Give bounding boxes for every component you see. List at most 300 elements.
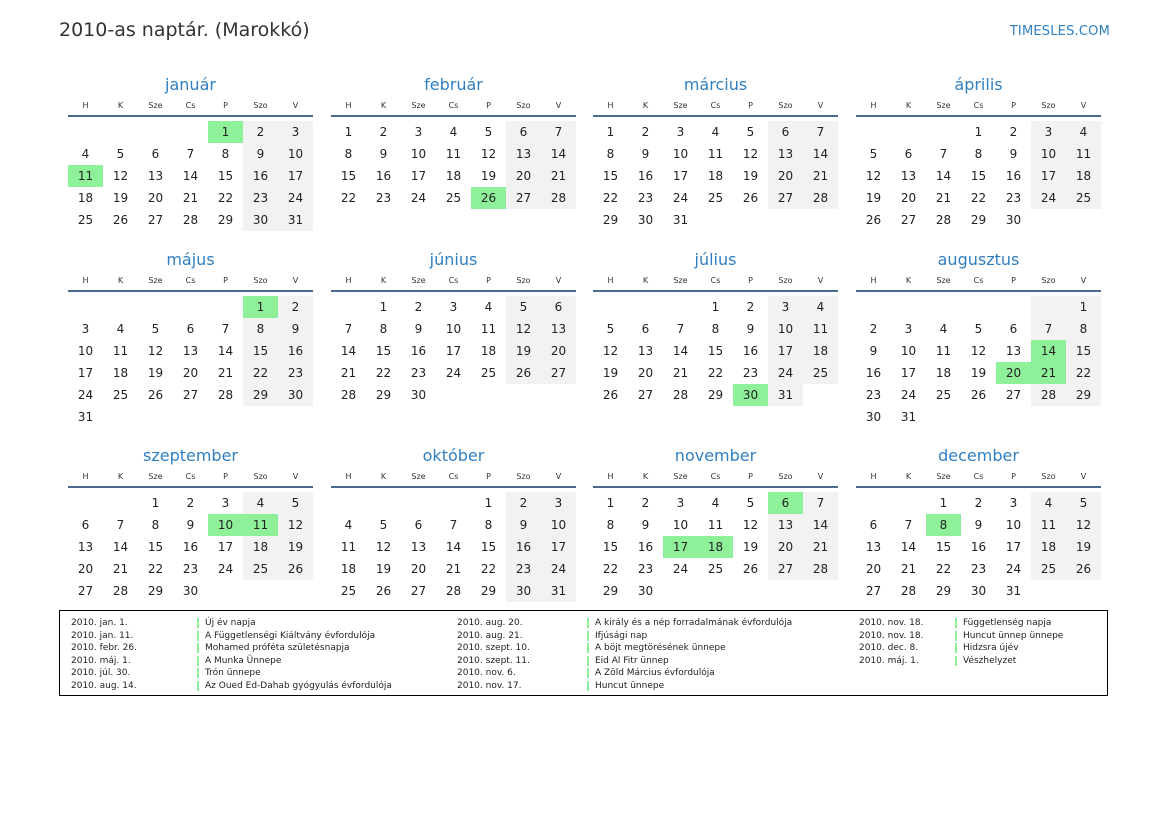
day-cell: 23 (637, 562, 654, 576)
empty-cell (1066, 580, 1101, 602)
day-cell: 1 (344, 125, 353, 139)
empty-cell (733, 580, 768, 602)
day-cell: 25 (340, 584, 357, 598)
holiday-date: 2010. febr. 26. (71, 643, 137, 654)
day-cell: 21 (182, 191, 199, 205)
empty-cell (803, 384, 838, 406)
weekday-label: V (817, 101, 824, 110)
weekday-label: P (1011, 472, 1016, 481)
month-name: május (166, 250, 215, 269)
day-cell: 9 (243, 143, 278, 165)
weekday-header (68, 272, 313, 290)
empty-cell (996, 296, 1031, 318)
day-cell: 7 (939, 147, 948, 161)
weekday-label: Szo (1041, 276, 1056, 285)
weekday-label: Szo (253, 276, 268, 285)
day-cell: 13 (541, 318, 576, 340)
day-cell: 28 (217, 388, 234, 402)
day-cell: 6 (414, 518, 423, 532)
holiday-name: Függetlenség napja (963, 618, 1052, 628)
day-cell: 3 (541, 492, 576, 514)
day-cell: 8 (1066, 318, 1101, 340)
day-cell: 12 (506, 318, 541, 340)
weekday-label: Szo (253, 101, 268, 110)
week-row (593, 580, 838, 602)
week-row (331, 514, 576, 536)
legend-item (457, 630, 792, 643)
day-cell: 29 (602, 213, 619, 227)
day-cell: 4 (711, 496, 720, 510)
day-cell: 25 (243, 558, 278, 580)
header-rule (856, 486, 1101, 488)
week-row (68, 340, 313, 362)
weekday-label: V (292, 472, 299, 481)
legend-item (71, 630, 392, 643)
day-cell: 26 (506, 362, 541, 384)
holiday-name: Eid Al Fitr ünnep (595, 655, 669, 666)
holiday-name: A Függetlenségi Kiáltvány évfordulója (205, 630, 376, 641)
empty-cell (173, 296, 208, 318)
day-cell: 11 (243, 514, 278, 536)
week-row (856, 318, 1101, 340)
day-cell: 19 (147, 366, 164, 380)
week-row (593, 121, 838, 143)
day-cell: 6 (904, 147, 913, 161)
holiday-marker (197, 631, 199, 641)
week-row (331, 362, 576, 384)
holiday-marker (587, 656, 589, 666)
day-cell: 8 (151, 518, 160, 532)
day-cell: 16 (182, 540, 199, 554)
weekday-label: H (345, 276, 352, 285)
day-cell: 18 (480, 344, 497, 358)
weekday-label: P (223, 276, 228, 285)
day-cell: 28 (900, 584, 917, 598)
day-cell: 2 (379, 125, 388, 139)
weekday-label: Cs (448, 472, 459, 481)
weekday-label: Szo (1041, 472, 1056, 481)
day-cell: 13 (865, 540, 882, 554)
day-cell: 22 (935, 562, 952, 576)
day-cell: 17 (541, 536, 576, 558)
day-cell: 23 (970, 562, 987, 576)
day-cell: 23 (742, 366, 759, 380)
day-cell: 18 (935, 366, 952, 380)
day-cell: 31 (77, 410, 94, 424)
legend-item (71, 642, 392, 655)
weekday-label: K (380, 472, 387, 481)
day-cell: 22 (602, 191, 619, 205)
day-cell: 6 (768, 492, 803, 514)
day-cell: 7 (344, 322, 353, 336)
empty-cell (541, 384, 576, 406)
day-cell: 5 (484, 125, 493, 139)
day-cell: 2 (641, 125, 650, 139)
day-cell: 12 (1066, 514, 1101, 536)
week-row (856, 536, 1101, 558)
legend-column (457, 617, 792, 693)
day-cell: 13 (768, 143, 803, 165)
week-row (593, 296, 838, 318)
month-name: április (954, 75, 1003, 94)
week-row (68, 384, 313, 406)
weekday-label: Cs (710, 101, 721, 110)
day-cell: 5 (116, 147, 125, 161)
day-cell: 25 (445, 191, 462, 205)
weekday-label: Cs (448, 276, 459, 285)
weekday-header (68, 468, 313, 486)
day-cell: 1 (939, 496, 948, 510)
holiday-marker (955, 643, 957, 653)
holiday-marker (197, 643, 199, 653)
weekday-header (331, 468, 576, 486)
day-cell: 5 (151, 322, 160, 336)
holiday-marker (197, 656, 199, 666)
header-rule (331, 115, 576, 117)
weekday-label: Cs (710, 276, 721, 285)
day-cell: 13 (1005, 344, 1022, 358)
holiday-marker (197, 668, 199, 678)
empty-cell (278, 580, 313, 602)
day-cell: 13 (768, 514, 803, 536)
day-cell: 14 (935, 169, 952, 183)
day-cell: 23 (1005, 191, 1022, 205)
weekday-label: Cs (973, 276, 984, 285)
day-cell: 27 (147, 213, 164, 227)
day-cell: 3 (1031, 121, 1066, 143)
empty-cell (1066, 209, 1101, 231)
day-cell: 18 (243, 536, 278, 558)
day-cell: 22 (243, 362, 278, 384)
day-cell: 26 (147, 388, 164, 402)
day-cell: 4 (803, 296, 838, 318)
month-name: július (694, 250, 737, 269)
day-cell: 8 (606, 518, 615, 532)
day-cell: 8 (243, 318, 278, 340)
day-cell: 7 (221, 322, 230, 336)
month-10 (593, 444, 838, 602)
day-cell: 11 (340, 540, 357, 554)
day-cell: 30 (970, 584, 987, 598)
holiday-date: 2010. aug. 20. (457, 618, 523, 628)
day-cell: 24 (77, 388, 94, 402)
weekday-label: P (1011, 276, 1016, 285)
day-cell: 17 (900, 366, 917, 380)
weekday-label: Sze (936, 472, 951, 481)
day-cell: 6 (1009, 322, 1018, 336)
weekday-label: H (607, 276, 614, 285)
day-cell: 2 (746, 300, 755, 314)
day-cell: 12 (480, 147, 497, 161)
day-cell: 20 (147, 191, 164, 205)
day-cell: 2 (974, 496, 983, 510)
empty-cell (698, 580, 733, 602)
weekday-header (331, 272, 576, 290)
day-cell: 17 (410, 169, 427, 183)
day-cell: 25 (935, 388, 952, 402)
empty-cell (103, 121, 138, 143)
day-cell: 17 (663, 536, 698, 558)
day-cell: 17 (217, 540, 234, 554)
day-cell: 11 (445, 147, 462, 161)
day-cell: 3 (81, 322, 90, 336)
empty-cell (1031, 209, 1066, 231)
day-cell: 27 (77, 584, 94, 598)
weekday-label: H (82, 472, 89, 481)
day-cell: 16 (637, 540, 654, 554)
header-rule (331, 290, 576, 292)
day-cell: 19 (506, 340, 541, 362)
weekday-label: H (870, 276, 877, 285)
empty-cell (768, 580, 803, 602)
empty-cell (68, 492, 103, 514)
legend-item (859, 617, 1063, 630)
weekday-header (331, 97, 576, 115)
month-name: november (674, 446, 757, 465)
day-cell: 18 (112, 366, 129, 380)
weekday-label: K (380, 101, 387, 110)
week-row (331, 318, 576, 340)
header-rule (856, 290, 1101, 292)
empty-cell (733, 209, 768, 231)
day-cell: 30 (243, 209, 278, 231)
day-cell: 2 (641, 496, 650, 510)
empty-cell (68, 121, 103, 143)
weekday-label: Sze (411, 101, 426, 110)
day-cell: 26 (1066, 558, 1101, 580)
day-cell: 22 (707, 366, 724, 380)
day-cell: 11 (68, 165, 103, 187)
day-cell: 3 (1009, 496, 1018, 510)
day-cell: 23 (243, 187, 278, 209)
day-cell: 20 (541, 340, 576, 362)
day-cell: 30 (182, 584, 199, 598)
weekday-label: K (117, 276, 124, 285)
weekday-label: K (642, 472, 649, 481)
month-0 (68, 73, 313, 231)
day-cell: 24 (278, 187, 313, 209)
day-cell: 20 (637, 366, 654, 380)
day-cell: 12 (742, 518, 759, 532)
legend-item (859, 630, 1063, 643)
day-cell: 20 (768, 536, 803, 558)
day-cell: 30 (278, 384, 313, 406)
week-row (856, 121, 1101, 143)
empty-cell (173, 121, 208, 143)
day-cell: 28 (445, 584, 462, 598)
day-cell: 9 (974, 518, 983, 532)
day-cell: 16 (637, 169, 654, 183)
day-cell: 24 (217, 562, 234, 576)
day-cell: 19 (375, 562, 392, 576)
day-cell: 26 (375, 584, 392, 598)
day-cell: 28 (935, 213, 952, 227)
day-cell: 1 (484, 496, 493, 510)
day-cell: 7 (186, 147, 195, 161)
day-cell: 22 (340, 191, 357, 205)
weekday-label: K (117, 101, 124, 110)
day-cell: 21 (672, 366, 689, 380)
day-cell: 30 (865, 410, 882, 424)
day-cell: 26 (742, 191, 759, 205)
weekday-label: V (292, 101, 299, 110)
day-cell: 22 (375, 366, 392, 380)
day-cell: 27 (900, 213, 917, 227)
day-cell: 3 (449, 300, 458, 314)
day-cell: 29 (1066, 384, 1101, 406)
week-row (68, 558, 313, 580)
empty-cell (173, 406, 208, 428)
day-cell: 6 (869, 518, 878, 532)
header-rule (331, 486, 576, 488)
weekday-label: V (1080, 276, 1087, 285)
day-cell: 25 (112, 388, 129, 402)
month-1 (331, 73, 576, 209)
day-cell: 19 (742, 169, 759, 183)
week-row (331, 580, 576, 602)
empty-cell (856, 121, 891, 143)
day-cell: 31 (278, 209, 313, 231)
day-cell: 21 (112, 562, 129, 576)
header-rule (68, 115, 313, 117)
day-cell: 18 (445, 169, 462, 183)
day-cell: 26 (602, 388, 619, 402)
day-cell: 22 (602, 562, 619, 576)
empty-cell (1066, 406, 1101, 428)
day-cell: 21 (217, 366, 234, 380)
day-cell: 30 (733, 384, 768, 406)
legend-item (457, 667, 792, 680)
day-cell: 19 (865, 191, 882, 205)
day-cell: 17 (1005, 540, 1022, 554)
day-cell: 28 (340, 388, 357, 402)
empty-cell (506, 384, 541, 406)
day-cell: 4 (939, 322, 948, 336)
day-cell: 8 (344, 147, 353, 161)
day-cell: 13 (182, 344, 199, 358)
day-cell: 1 (243, 296, 278, 318)
day-cell: 9 (869, 344, 878, 358)
day-cell: 24 (541, 558, 576, 580)
day-cell: 20 (900, 191, 917, 205)
day-cell: 10 (768, 318, 803, 340)
weekday-label: K (117, 472, 124, 481)
day-cell: 23 (865, 388, 882, 402)
day-cell: 16 (865, 366, 882, 380)
day-cell: 14 (182, 169, 199, 183)
week-row (331, 558, 576, 580)
day-cell: 25 (1066, 187, 1101, 209)
month-6 (593, 248, 838, 406)
day-cell: 15 (480, 540, 497, 554)
day-cell: 26 (742, 562, 759, 576)
empty-cell (1031, 580, 1066, 602)
day-cell: 6 (506, 121, 541, 143)
weekday-header (593, 97, 838, 115)
day-cell: 29 (217, 213, 234, 227)
legend-item (457, 655, 792, 668)
day-cell: 7 (904, 518, 913, 532)
month-8 (68, 444, 313, 602)
day-cell: 22 (1066, 362, 1101, 384)
day-cell: 4 (449, 125, 458, 139)
day-cell: 4 (243, 492, 278, 514)
week-row (68, 406, 313, 428)
weekday-label: Sze (673, 472, 688, 481)
day-cell: 10 (445, 322, 462, 336)
day-cell: 15 (375, 344, 392, 358)
week-row (68, 580, 313, 602)
week-row (68, 165, 313, 187)
weekday-label: H (82, 101, 89, 110)
weekday-label: V (292, 276, 299, 285)
week-row (331, 143, 576, 165)
day-cell: 3 (904, 322, 913, 336)
week-row (856, 340, 1101, 362)
week-row (593, 187, 838, 209)
day-cell: 10 (278, 143, 313, 165)
day-cell: 2 (243, 121, 278, 143)
day-cell: 14 (803, 514, 838, 536)
weekday-header (593, 272, 838, 290)
day-cell: 31 (900, 410, 917, 424)
legend-item (71, 655, 392, 668)
week-row (68, 187, 313, 209)
day-cell: 13 (410, 540, 427, 554)
empty-cell (208, 580, 243, 602)
brand-link[interactable]: TIMESLES.COM (1009, 24, 1110, 39)
week-row (856, 165, 1101, 187)
day-cell: 14 (112, 540, 129, 554)
day-cell: 21 (445, 562, 462, 576)
day-cell: 29 (970, 213, 987, 227)
day-cell: 24 (900, 388, 917, 402)
holiday-name: Ifjúsági nap (595, 630, 648, 641)
day-cell: 10 (541, 514, 576, 536)
weekday-label: Szo (253, 472, 268, 481)
weekday-label: P (486, 101, 491, 110)
day-cell: 18 (340, 562, 357, 576)
day-cell: 7 (1031, 318, 1066, 340)
day-cell: 7 (116, 518, 125, 532)
weekday-label: Szo (516, 276, 531, 285)
week-row (593, 384, 838, 406)
weekday-label: Szo (516, 101, 531, 110)
holiday-name: Vészhelyzet (963, 655, 1017, 666)
weekday-label: P (1011, 101, 1016, 110)
weekday-label: V (817, 276, 824, 285)
day-cell: 15 (935, 540, 952, 554)
day-cell: 25 (1031, 558, 1066, 580)
holiday-name: Új év napja (205, 618, 256, 628)
legend-item (457, 617, 792, 630)
weekday-label: H (870, 101, 877, 110)
day-cell: 5 (746, 496, 755, 510)
day-cell: 27 (637, 388, 654, 402)
weekday-label: K (642, 101, 649, 110)
weekday-label: H (82, 276, 89, 285)
day-cell: 29 (243, 384, 278, 406)
legend-item (859, 642, 1063, 655)
weekday-label: K (905, 276, 912, 285)
week-row (68, 121, 313, 143)
weekday-label: K (905, 472, 912, 481)
day-cell: 24 (445, 366, 462, 380)
day-cell: 15 (243, 340, 278, 362)
day-cell: 25 (707, 562, 724, 576)
empty-cell (401, 492, 436, 514)
weekday-label: K (380, 276, 387, 285)
